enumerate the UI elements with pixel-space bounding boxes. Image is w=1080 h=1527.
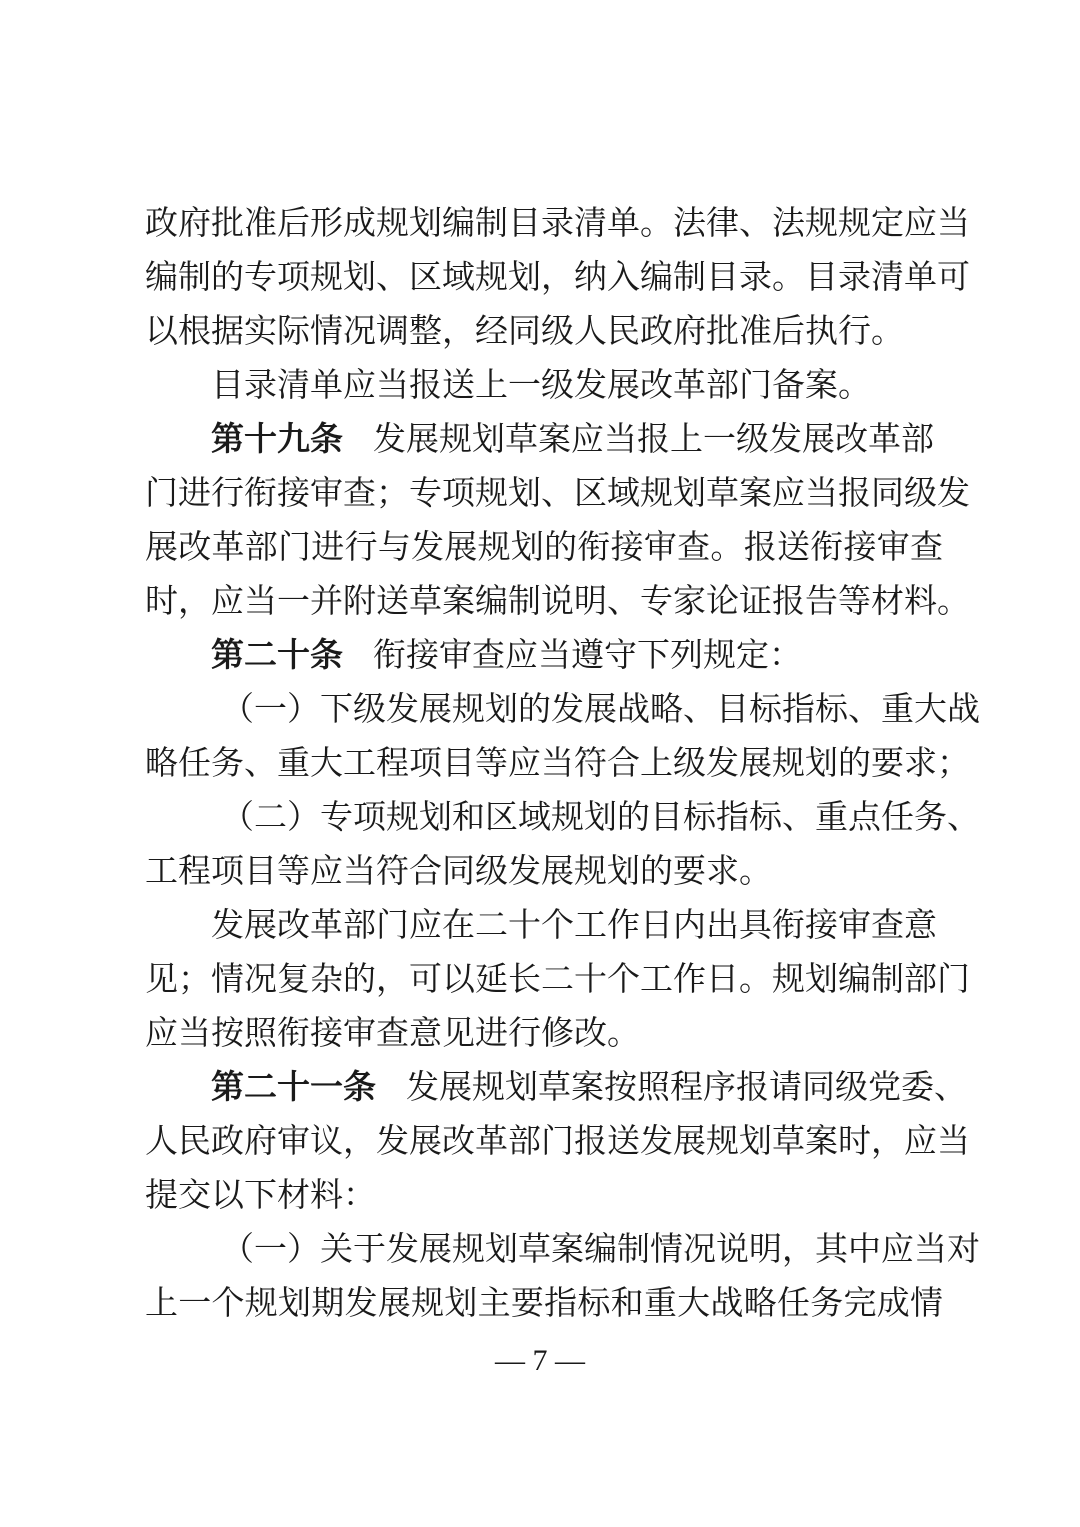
text-line: 目录清单应当报送上一级发展改革部门备案。 bbox=[211, 365, 871, 404]
article-21-text: 发展规划草案按照程序报请同级党委、 bbox=[406, 1067, 967, 1106]
text-line: 见；情况复杂的，可以延长二十个工作日。规划编制部门 bbox=[145, 959, 970, 998]
text-line: 编制的专项规划、区域规划，纳入编制目录。目录清单可 bbox=[145, 257, 970, 296]
article-21-heading: 第二十一条 bbox=[211, 1067, 376, 1106]
text-line: （一）下级发展规划的发展战略、目标指标、重大战 bbox=[221, 689, 980, 728]
article-19-first-line bbox=[145, 412, 943, 466]
text-line: 上一个规划期发展规划主要指标和重大战略任务完成情 bbox=[145, 1283, 943, 1322]
text-line: 门进行衔接审查；专项规划、区域规划草案应当报同级发 bbox=[145, 473, 970, 512]
text-line: 以根据实际情况调整，经同级人民政府批准后执行。 bbox=[145, 311, 904, 350]
article-20-heading: 第二十条 bbox=[211, 635, 343, 674]
text-line: 发展改革部门应在二十个工作日内出具衔接审查意 bbox=[211, 905, 937, 944]
text-line: 人民政府审议，发展改革部门报送发展规划草案时，应当 bbox=[145, 1121, 970, 1160]
article-19-heading: 第十九条 bbox=[211, 419, 343, 458]
text-line: 政府批准后形成规划编制目录清单。法律、法规规定应当 bbox=[145, 203, 970, 242]
text-line: 提交以下材料： bbox=[145, 1175, 376, 1214]
article-21-first-line bbox=[145, 1060, 967, 1114]
article-19-text: 发展规划草案应当报上一级发展改革部 bbox=[373, 419, 934, 458]
text-line: 展改革部门进行与发展规划的衔接审查。报送衔接审查 bbox=[145, 527, 943, 566]
text-line: 时，应当一并附送草案编制说明、专家论证报告等材料。 bbox=[145, 581, 970, 620]
body-text bbox=[145, 196, 980, 1330]
text-line: （二）专项规划和区域规划的目标指标、重点任务、 bbox=[221, 797, 980, 836]
article-20-first-line bbox=[145, 628, 943, 682]
text-line: 工程项目等应当符合同级发展规划的要求。 bbox=[145, 851, 772, 890]
text-line: 应当按照衔接审查意见进行修改。 bbox=[145, 1013, 640, 1052]
page-number: — 7 — bbox=[495, 1344, 585, 1377]
text-line: （一）关于发展规划草案编制情况说明，其中应当对 bbox=[221, 1229, 980, 1268]
text-line: 略任务、重大工程项目等应当符合上级发展规划的要求； bbox=[145, 743, 970, 782]
article-20-text: 衔接审查应当遵守下列规定： bbox=[373, 635, 802, 674]
